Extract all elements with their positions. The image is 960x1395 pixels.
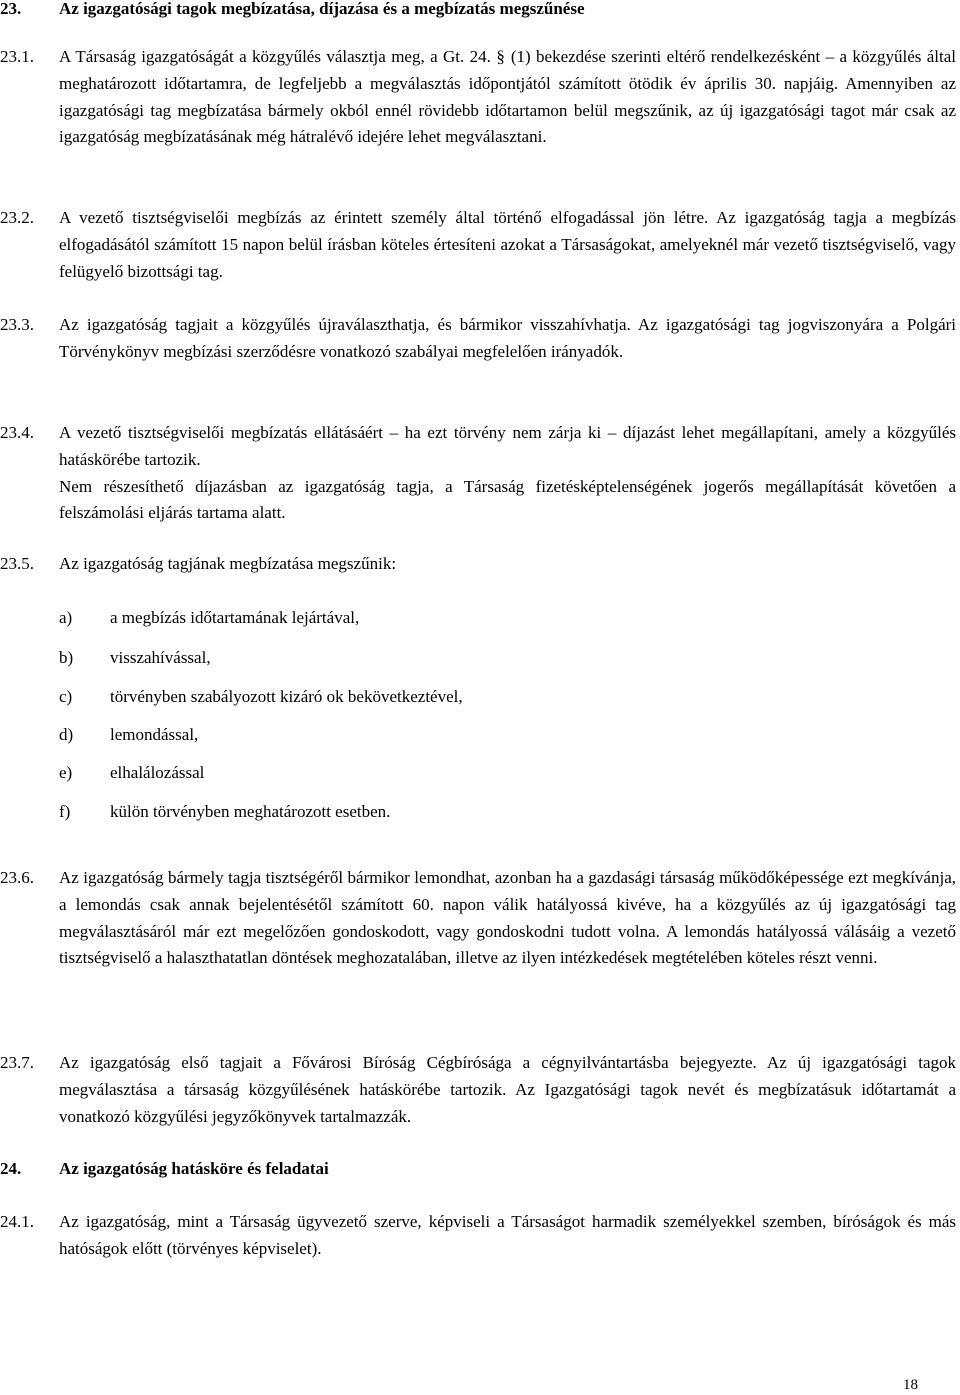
paragraph-text-part-2: (1) bekezdése szerinti eltérő rendelkezésként – a közgyűlés által meghatározott időtartamra, de legfeljebb a megválasztás időpontjától számított ötödik év április 30. napjáig. Amennyiben az igazgatósági tag megbízatása bármely okból ennél rövidebb időtartamon belül megszűnik, az új igazgatósági tagot már csak az igazgatóság megbízatásának még hátralévő idejére lehet megválasztani. <box>59 47 957 147</box>
paragraph-text: A vezető tisztségviselői megbízás az érintett személy által történő elfogadással jön létre. Az igazgatóság tagja a megbízás elfogadásától számított 15 napon belül írásban köteles értesíteni azokat a Társaságokat, amelyeknél már vezető tisztségviselő, vagy felügyelő bizottsági tag. <box>59 208 956 281</box>
paragraph-text: Az igazgatóság, mint a Társaság ügyvezető szerve, képviseli a Társaságot harmadik személyekkel szemben, bíróságok és más hatóságok előtt (törvényes képviselet). <box>59 1212 956 1258</box>
list-item <box>59 605 359 632</box>
paragraph-23-6 <box>0 865 960 972</box>
paragraph-text-part-1: A Társaság igazgatóságát a közgyűlés választja meg, a Gt. 24. <box>59 47 491 66</box>
section-heading-24 <box>0 1156 960 1183</box>
paragraph-23-3 <box>0 312 960 366</box>
paragraph-text-line-2: Nem részesíthető díjazásban az igazgatóság tagja, a Társaság fizetésképtelenségének jogerős megállapítását követően a felszámolási eljárás tartama alatt. <box>59 476 956 523</box>
list-item-letter: f) <box>59 802 71 821</box>
paragraph-number: 23.6. <box>0 868 34 887</box>
paragraph-text: Az igazgatóság első tagjait a Fővárosi Bíróság Cégbírósága a cégnyilvántartásba bejegyezte. Az új igazgatósági tagok megválasztása a társaság közgyűlésének hatáskörébe tartozik. Az Igazgatósági tagok nevét és megbízatásuk időtartamát a vonatkozó közgyűlési jegyzőkönyvek tartalmazzák. <box>59 1053 956 1126</box>
list-item <box>59 799 390 826</box>
paragraph-number: 23.1. <box>0 47 34 66</box>
section-title: Az igazgatóság hatásköre és feladatai <box>59 1159 329 1178</box>
page-number: 18 <box>903 1377 918 1393</box>
section-heading-23 <box>0 0 960 23</box>
paragraph-23-4 <box>0 420 960 527</box>
section-number: 24. <box>0 1159 22 1178</box>
list-item <box>59 684 463 711</box>
list-item-letter: e) <box>59 763 73 782</box>
list-item <box>59 645 211 672</box>
paragraph-text: Az igazgatóság tagjának megbízatása megszűnik: <box>59 554 397 573</box>
paragraph-number: 23.7. <box>0 1053 34 1072</box>
list-item-text: lemondással, <box>110 725 199 744</box>
list-item-letter: b) <box>59 648 74 667</box>
paragraph-23-5 <box>0 551 960 578</box>
section-sign: § <box>496 47 505 66</box>
paragraph-23-2 <box>0 205 960 285</box>
list-item <box>59 760 204 787</box>
paragraph-number: 23.4. <box>0 423 34 442</box>
paragraph-24-1 <box>0 1209 960 1263</box>
list-item-letter: a) <box>59 608 73 627</box>
paragraph-text <box>59 420 956 527</box>
list-item-text: elhalálozással <box>110 763 205 782</box>
list-item-text: törvényben szabályozott kizáró ok bekövetkeztével, <box>110 687 463 706</box>
paragraph-text: Az igazgatóság tagjait a közgyűlés újraválaszthatja, és bármikor visszahívhatja. Az igazgatósági tag jogviszonyára a Polgári Törvénykönyv megbízási szerződésre vonatkozó szabályai megfelelően irányadók. <box>59 315 956 361</box>
list-item-text: külön törvényben meghatározott esetben. <box>110 802 391 821</box>
paragraph-text-line-1: A vezető tisztségviselői megbízatás ellátásáért – ha ezt törvény nem zárja ki – díjazást lehet megállapítani, amely a közgyűlés hatáskörébe tartozik. <box>59 423 956 469</box>
paragraph-number: 23.3. <box>0 315 34 334</box>
paragraph-23-7 <box>0 1050 960 1130</box>
paragraph-23-1 <box>0 44 960 151</box>
list-item-letter: d) <box>59 725 74 744</box>
paragraph-text: Az igazgatóság bármely tagja tisztségéről bármikor lemondhat, azonban ha a gazdasági társaság működőképessége ezt megkívánja, a lemondás csak annak bejelentésétől számított 60. napon válik hatályossá kivéve, ha a közgyűlés az új igazgatósági tag megválasztásáról már ezt megelőzően gondoskodott, vagy gondoskodni tudott volna. A lemondás hatályossá válásáig a vezető tisztségviselő a halaszthatatlan döntések meghozatalában, illetve az ilyen intézkedések megtételében köteles részt venni. <box>59 868 956 968</box>
list-item-letter: c) <box>59 687 73 706</box>
paragraph-number: 24.1. <box>0 1212 34 1231</box>
section-title: Az igazgatósági tagok megbízatása, díjazása és a megbízatás megszűnése <box>59 0 585 18</box>
section-number: 23. <box>0 0 22 18</box>
paragraph-text <box>59 44 956 151</box>
paragraph-number: 23.2. <box>0 208 34 227</box>
paragraph-number: 23.5. <box>0 554 34 573</box>
list-item-text: visszahívással, <box>110 648 211 667</box>
list-item <box>59 722 198 749</box>
list-item-text: a megbízás időtartamának lejártával, <box>110 608 360 627</box>
